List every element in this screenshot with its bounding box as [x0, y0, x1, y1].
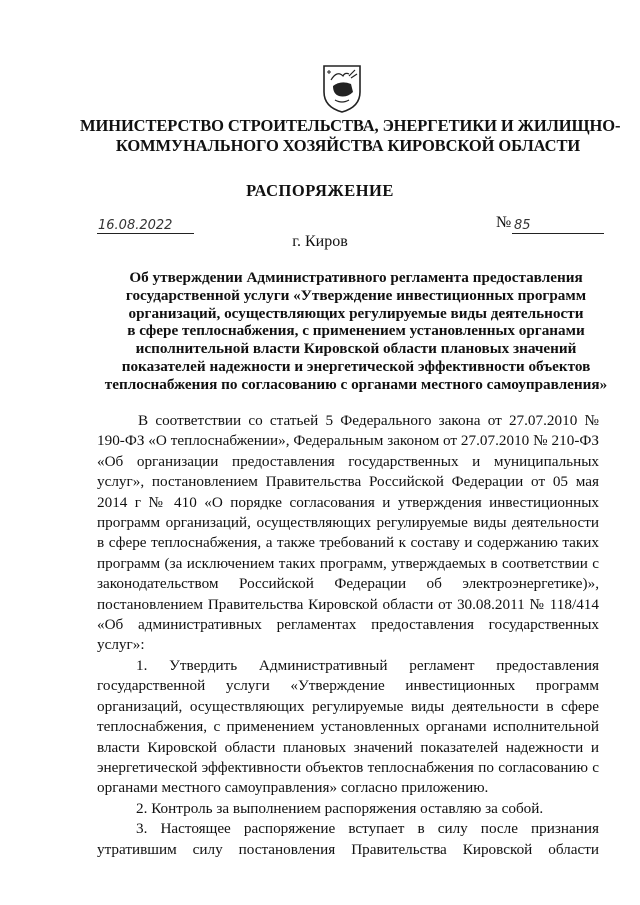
subject-line: теплоснабжения по согласованию с органами местного самоуправления» [104, 375, 608, 393]
document-body [97, 411, 599, 860]
subject-line: Об утверждении Административного регламента предоставления [129, 269, 583, 286]
coat-of-arms-icon [321, 62, 363, 114]
ministry-name [80, 116, 621, 156]
subject-line: исполнительной власти Кировской области плановых значений [135, 340, 577, 358]
item-2-paragraph: 2. Контроль за выполнением распоряжения оставляю за собой. [136, 799, 544, 817]
document-number: 85 [512, 218, 604, 234]
ministry-name-line: КОММУНАЛЬНОГО ХОЗЯЙСТВА КИРОВСКОЙ ОБЛАСТИ [115, 136, 581, 155]
document-date: 16.08.2022 [97, 218, 194, 234]
document-subject [96, 269, 616, 394]
number-label: № [496, 214, 512, 231]
subject-line: организаций, осуществляющих регулируемые виды деятельности [128, 304, 584, 322]
ministry-name-line: МИНИСТЕРСТВО СТРОИТЕЛЬСТВА, ЭНЕРГЕТИКИ И ЖИЛИЩНО- [80, 116, 621, 135]
document-city: г. Киров [292, 233, 348, 250]
preamble-paragraph: В соответствии со статьей 5 Федерального закона от 27.07.2010 № 190-ФЗ «О теплоснабжении», Федеральным законом от 27.07.2010 № 210-ФЗ «Об организации предоставления государственных и муниципальных услуг», постановлением Правительства Российской Федерации от 05 мая 2014 г № 410 «О порядке согласования и утверждения инвестиционных программ организаций, осуществляющих регулируемые виды деятельности в сфере теплоснабжения, а также требований к составу и содержанию таких программ (за исключением таких программ, утверждаемых в соответствии с законодательством Российской Федерации об электроэнергетике)», постановлением Правительства Кировской области от 30.08.2011 № 118/414 «Об административных регламентах предоставления государственных услуг»: [97, 412, 599, 654]
subject-line: показателей надежности и энергетической эффективности объектов [121, 357, 591, 375]
item-1-paragraph: 1. Утвердить Административный регламент предоставления государственной услуги «Утверждение инвестиционных программ организаций, осуществляющих регулируемые виды деятельности в сфере теплоснабжения, с применением установленных органами исполнительной власти Кировской области плановых значений показателей надежности и энергетической эффективности объектов теплоснабжения по согласованию с органами местного самоуправления» согласно приложению. [97, 656, 599, 797]
item-3-paragraph: 3. Настоящее распоряжение вступает в силу после признания утратившим силу постановления Правительства Кировской области [97, 820, 599, 858]
subject-line: государственной услуги «Утверждение инвестиционных программ [125, 286, 587, 304]
subject-line: в сфере теплоснабжения, с применением установленных органами [127, 322, 585, 340]
document-type: РАСПОРЯЖЕНИЕ [246, 181, 394, 200]
